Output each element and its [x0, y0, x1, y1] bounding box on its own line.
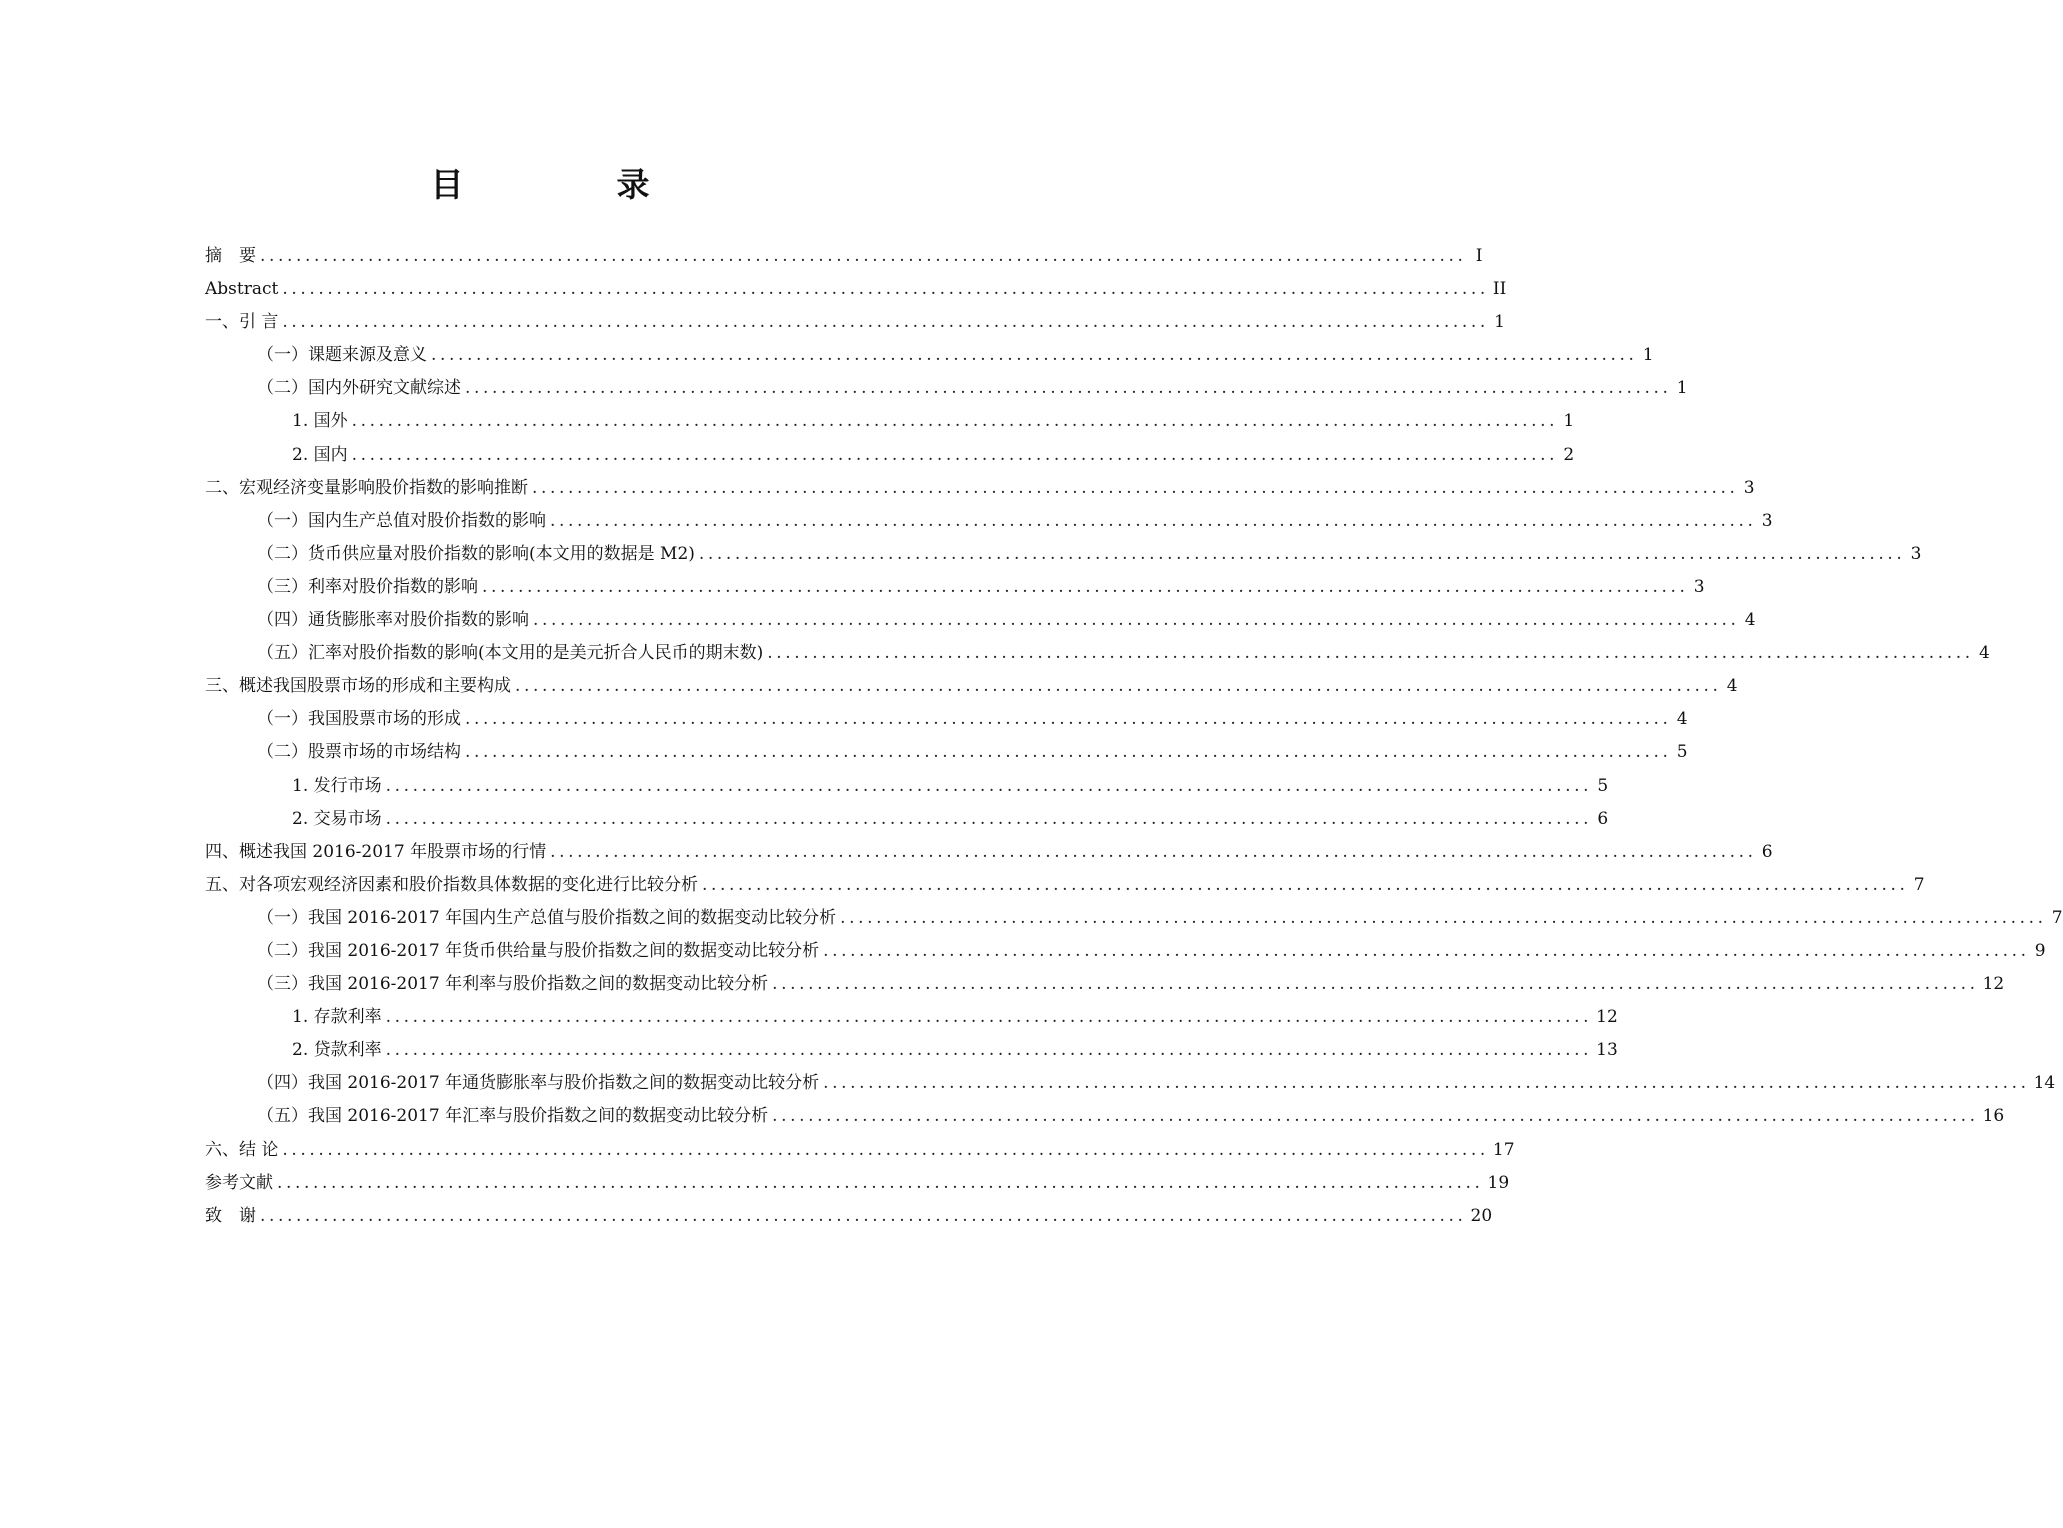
toc-entry-subsection-3-2-1[interactable]: [205, 770, 1609, 803]
toc-entry-label: 2. 贷款利率: [292, 1040, 382, 1061]
toc-entry-label: 四、概述我国 2016-2017 年股票市场的行情: [205, 841, 547, 862]
toc-entry-page: 12: [1982, 974, 2005, 995]
dot-leader: ......................................................................................................................................: [823, 940, 2030, 961]
toc-entry-page: 3: [1743, 477, 1755, 498]
toc-entry-page: 1: [1642, 345, 1654, 366]
dot-leader: ......................................................................................................................................: [431, 345, 1638, 366]
toc-entry-section-5-5[interactable]: [205, 1100, 2005, 1133]
toc-entry-acknowledgements[interactable]: [205, 1200, 1493, 1233]
toc-entry-label: （二）我国 2016-2017 年货币供给量与股价指数之间的数据变动比较分析: [257, 940, 820, 961]
dot-leader: ......................................................................................................................................: [465, 378, 1672, 399]
toc-entry-section-5-4[interactable]: [205, 1067, 2056, 1100]
toc-entry-section-5-3[interactable]: [205, 968, 2005, 1001]
toc-entry-label: （二）货币供应量对股价指数的影响(本文用的数据是 M2): [257, 543, 695, 564]
toc-entry-subsection-5-3-2[interactable]: [205, 1034, 1618, 1067]
toc-entry-label: （五）我国 2016-2017 年汇率与股价指数之间的数据变动比较分析: [257, 1106, 769, 1127]
toc-entry-page: 9: [2034, 940, 2046, 961]
toc-entry-label: 六、结 论: [205, 1139, 279, 1160]
dot-leader: ......................................................................................................................................: [767, 643, 1974, 664]
page-title: 目 录: [430, 165, 710, 204]
toc-entry-page: 7: [1913, 874, 1925, 895]
toc-entry-page: 6: [1761, 841, 1773, 862]
toc-entry-label: 1. 存款利率: [292, 1007, 382, 1028]
toc-entry-page: 4: [1726, 676, 1738, 697]
dot-leader: ......................................................................................................................................: [698, 543, 1906, 564]
dot-leader: ......................................................................................................................................: [550, 841, 1757, 862]
toc-entry-chapter-5[interactable]: [205, 869, 1925, 902]
toc-entry-page: 2: [1563, 444, 1575, 465]
toc-entry-page: 4: [1978, 643, 1990, 664]
table-of-contents: [205, 240, 2063, 1233]
toc-entry-chapter-2[interactable]: [205, 472, 1755, 505]
dot-leader: ......................................................................................................................................: [533, 610, 1740, 631]
toc-entry-section-1-1[interactable]: [205, 339, 1654, 372]
toc-entry-label: （一）我国股票市场的形成: [257, 709, 461, 730]
dot-leader: ......................................................................................................................................: [702, 874, 1909, 895]
toc-entry-page: 12: [1596, 1007, 1618, 1028]
toc-entry-page: 4: [1744, 610, 1756, 631]
toc-entry-page: 5: [1597, 775, 1609, 796]
dot-leader: ......................................................................................................................................: [532, 477, 1739, 498]
toc-entry-section-2-5[interactable]: [205, 637, 1990, 670]
toc-entry-section-5-1[interactable]: [205, 902, 2063, 935]
dot-leader: ......................................................................................................................................: [482, 576, 1689, 597]
toc-entry-label: （一）我国 2016-2017 年国内生产总值与股价指数之间的数据变动比较分析: [257, 907, 837, 928]
toc-entry-page: 1: [1494, 312, 1505, 333]
toc-entry-page: 3: [1910, 543, 1922, 564]
toc-entry-label: Abstract: [205, 279, 279, 300]
toc-entry-label: 1. 国外: [292, 411, 348, 432]
dot-leader: ......................................................................................................................................: [277, 1172, 1484, 1193]
dot-leader: ......................................................................................................................................: [351, 411, 1559, 432]
toc-entry-page: 3: [1761, 510, 1773, 531]
toc-entry-label: （二）股票市场的市场结构: [257, 742, 461, 763]
toc-entry-abstract-cn[interactable]: [205, 240, 1483, 273]
toc-entry-label: 参考文献: [205, 1172, 273, 1193]
toc-entry-subsection-5-3-1[interactable]: [205, 1001, 1618, 1034]
toc-entry-label: 五、对各项宏观经济因素和股价指数具体数据的变化进行比较分析: [205, 874, 698, 895]
toc-entry-page: I: [1475, 246, 1483, 266]
toc-entry-chapter-6[interactable]: [205, 1134, 1515, 1167]
dot-leader: ......................................................................................................................................: [260, 1205, 1467, 1226]
toc-entry-abstract-en[interactable]: [205, 273, 1507, 306]
toc-entry-label: 致 谢: [205, 1205, 256, 1226]
toc-entry-references[interactable]: [205, 1167, 1510, 1200]
dot-leader: ......................................................................................................................................: [465, 709, 1672, 730]
toc-entry-page: 20: [1470, 1205, 1493, 1226]
dot-leader: ......................................................................................................................................: [550, 510, 1757, 531]
toc-entry-page: 1: [1563, 411, 1575, 432]
toc-entry-page: 14: [2033, 1073, 2056, 1094]
toc-entry-label: （二）国内外研究文献综述: [257, 378, 461, 399]
toc-entry-label: （三）利率对股价指数的影响: [257, 576, 478, 597]
toc-entry-label: （一）课题来源及意义: [257, 345, 427, 366]
dot-leader: ......................................................................................................................................: [465, 742, 1672, 763]
toc-entry-subsection-1-2-1[interactable]: [205, 405, 1575, 438]
toc-entry-section-3-1[interactable]: [205, 703, 1688, 736]
dot-leader: ......................................................................................................................................: [772, 974, 1979, 995]
toc-entry-label: （三）我国 2016-2017 年利率与股价指数之间的数据变动比较分析: [257, 974, 769, 995]
dot-leader: ......................................................................................................................................: [840, 907, 2047, 928]
toc-entry-section-3-2[interactable]: [205, 736, 1688, 769]
toc-entry-chapter-3[interactable]: [205, 670, 1738, 703]
toc-entry-section-2-3[interactable]: [205, 571, 1705, 604]
dot-leader: ......................................................................................................................................: [823, 1073, 2030, 1094]
toc-entry-page: 3: [1693, 576, 1705, 597]
toc-entry-page: 5: [1676, 742, 1688, 763]
toc-entry-section-2-2[interactable]: [205, 538, 1922, 571]
dot-leader: ......................................................................................................................................: [385, 775, 1593, 796]
toc-entry-subsection-3-2-2[interactable]: [205, 803, 1609, 836]
toc-entry-label: 摘 要: [205, 246, 256, 266]
toc-entry-subsection-1-2-2[interactable]: [205, 439, 1575, 472]
toc-entry-label: 一、引 言: [205, 312, 279, 333]
toc-entry-page: 1: [1676, 378, 1688, 399]
toc-entry-section-2-4[interactable]: [205, 604, 1756, 637]
dot-leader: ......................................................................................................................................: [385, 808, 1593, 829]
toc-entry-label: （四）我国 2016-2017 年通货膨胀率与股价指数之间的数据变动比较分析: [257, 1073, 820, 1094]
toc-entry-page: II: [1492, 279, 1507, 300]
dot-leader: ......................................................................................................................................: [282, 312, 1489, 333]
toc-entry-section-1-2[interactable]: [205, 372, 1688, 405]
toc-entry-label: 2. 国内: [292, 444, 348, 465]
toc-entry-page: 16: [1982, 1106, 2005, 1127]
dot-leader: ......................................................................................................................................: [515, 676, 1722, 697]
toc-entry-label: 1. 发行市场: [292, 775, 382, 796]
toc-entry-section-2-1[interactable]: [205, 505, 1773, 538]
toc-entry-label: （一）国内生产总值对股价指数的影响: [257, 510, 546, 531]
toc-entry-page: 19: [1487, 1172, 1510, 1193]
dot-leader: ......................................................................................................................................: [351, 444, 1559, 465]
dot-leader: ......................................................................................................................................: [282, 1139, 1489, 1160]
toc-entry-page: 6: [1597, 808, 1609, 829]
toc-entry-page: 13: [1596, 1040, 1618, 1061]
toc-entry-chapter-1[interactable]: [205, 306, 1505, 339]
toc-entry-page: 17: [1492, 1139, 1515, 1160]
dot-leader: ......................................................................................................................................: [282, 279, 1489, 300]
toc-entry-label: 二、宏观经济变量影响股价指数的影响推断: [205, 477, 528, 498]
toc-entry-chapter-4[interactable]: [205, 836, 1773, 869]
toc-entry-page: 7: [2051, 907, 2063, 928]
dot-leader: ......................................................................................................................................: [260, 246, 1467, 266]
toc-entry-page: 4: [1676, 709, 1688, 730]
dot-leader: ......................................................................................................................................: [385, 1007, 1593, 1028]
toc-entry-label: 2. 交易市场: [292, 808, 382, 829]
dot-leader: ......................................................................................................................................: [385, 1040, 1593, 1061]
toc-entry-section-5-2[interactable]: [205, 935, 2046, 968]
dot-leader: ......................................................................................................................................: [772, 1106, 1979, 1127]
toc-entry-label: （四）通货膨胀率对股价指数的影响: [257, 610, 529, 631]
toc-entry-label: （五）汇率对股价指数的影响(本文用的是美元折合人民币的期末数): [257, 643, 764, 664]
toc-entry-label: 三、概述我国股票市场的形成和主要构成: [205, 676, 511, 697]
